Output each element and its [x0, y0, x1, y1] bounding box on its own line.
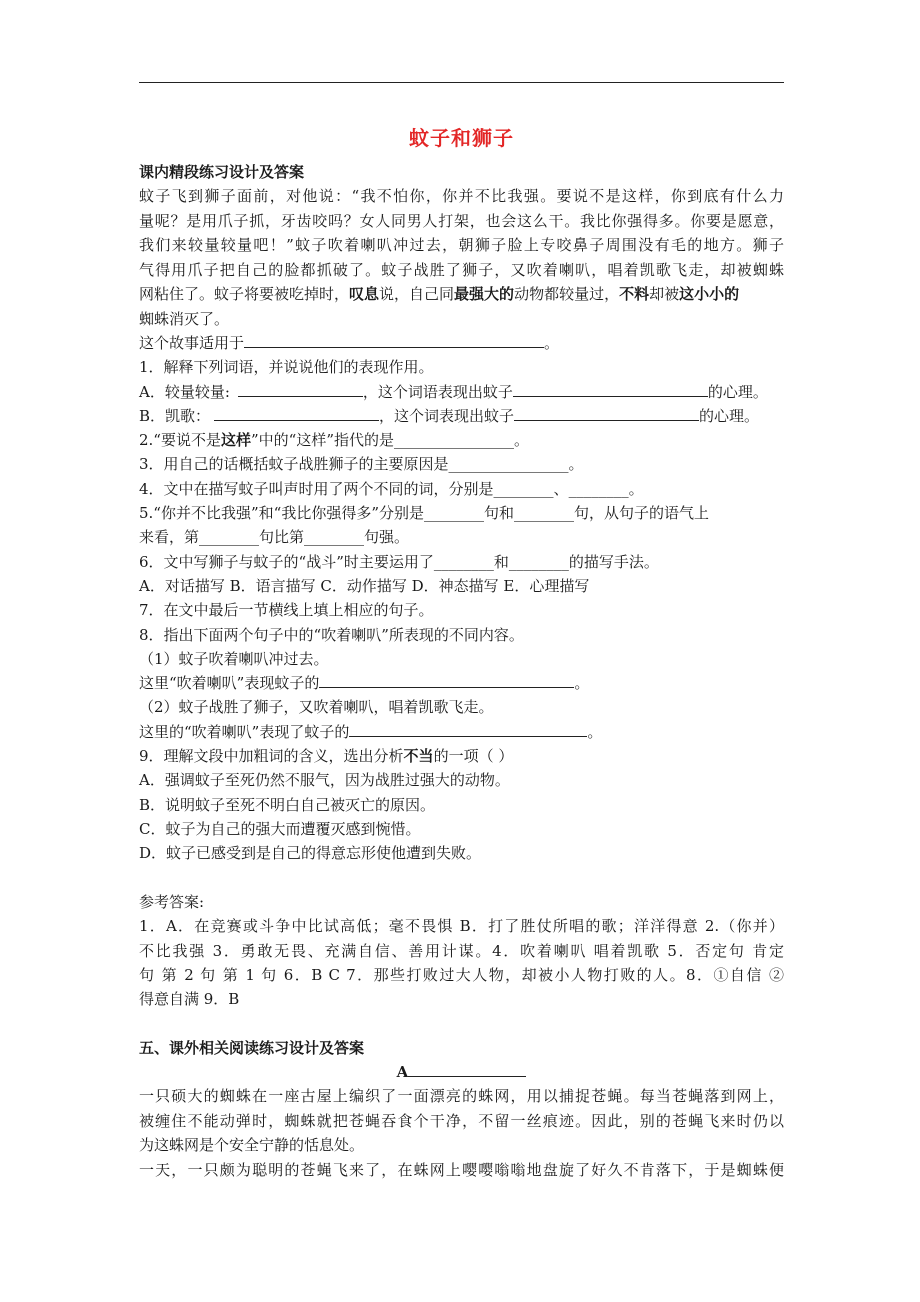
passage-line-1: 蚊子飞到狮子面前，对他说：“我不怕你，你并不比我强。要说不是这样，你到底有什么力	[139, 187, 784, 205]
answer-blank[interactable]: ________________	[394, 431, 515, 449]
passage-text: 却被	[649, 285, 680, 303]
answer-blank[interactable]: ________	[304, 528, 365, 546]
question-9: 9．理解文段中加粗词的含义，选出分析不当的一项（ ）	[139, 747, 514, 765]
answer-blank[interactable]	[244, 332, 544, 348]
question-8-1: （1）蚊子吹着喇叭冲过去。	[139, 650, 329, 668]
question-1: 1．解释下列词语，并说说他们的表现作用。	[139, 358, 434, 376]
reading-line-3: 为这蛛网是个安全宁静的恬息处。	[139, 1136, 365, 1154]
answers-line-1: 1．A．在竞赛或斗争中比试高低；毫不畏惧 B．打了胜仗所唱的歌；洋洋得意 2.（你并）	[139, 917, 784, 935]
answer-blank[interactable]	[513, 381, 708, 397]
answer-blank[interactable]	[319, 672, 574, 688]
answers-line-2: 不比我强 3．勇敢无畏、充满自信、善用计谋。4．吹着喇叭 唱着凯歌 5．否定句 肯定	[139, 942, 784, 960]
question-9-option-a: A．强调蚊子至死仍然不服气，因为战胜过强大的动物。	[139, 771, 510, 789]
passage-line-5	[139, 282, 739, 306]
question-1a: A．较量较量: ，这个词语表现出蚊子 的心理。	[139, 383, 768, 401]
answer-blank[interactable]: ________	[514, 504, 575, 522]
page-title: 蚊子和狮子	[409, 126, 514, 150]
answer-blank[interactable]: ________	[424, 504, 484, 522]
question-2: 2.“要说不是这样”中的“这样”指代的是________________。	[139, 431, 530, 449]
answer-blank[interactable]	[214, 405, 379, 421]
question-1b: B．凯歌： ，这个词表现出蚊子 的心理。	[139, 407, 760, 425]
question-7: 7．在文中最后一节横线上填上相应的句子。	[139, 601, 434, 619]
answer-blank[interactable]	[238, 381, 363, 397]
question-3: 3．用自己的话概括蚊子战胜狮子的主要原因是________________。	[139, 455, 584, 473]
question-5: 5.“你并不比我强”和“我比你强得多”分别是________句和________句，从句子的语气上	[139, 504, 710, 522]
answer-blank[interactable]	[408, 1061, 526, 1077]
question-5-cont: 来看，第________句比第________句强。	[139, 528, 410, 546]
reading-line-2: 被缠住不能动弹时，蜘蛛就把苍蝇吞食个干净，不留一丝痕迹。因此，别的苍蝇飞来时仍以	[139, 1112, 784, 1130]
passage-text: 网粘住了。蚊子将要被吃掉时，	[139, 285, 350, 303]
question-8-1-answer: 这里“吹着喇叭”表现蚊子的 。	[139, 674, 590, 692]
section-5-heading: 五、课外相关阅读练习设计及答案	[139, 1039, 365, 1057]
question-6-options: A．对话描写 B．语言描写 C．动作描写 D．神态描写 E．心理描写	[139, 577, 590, 595]
section-heading: 课内精段练习设计及答案	[139, 163, 305, 181]
question-9-option-c: C．蚊子为自己的强大而遭覆灭感到惋惜。	[139, 820, 421, 838]
question-9-option-d: D．蚊子已感受到是自己的得意忘形使他遭到失败。	[139, 844, 482, 862]
sub-heading-a: A	[139, 1060, 784, 1084]
question-8-2-answer: 这里的“吹着喇叭”表现了蚊子的 。	[139, 723, 603, 741]
reading-line-1: 一只硕大的蜘蛛在一座古屋上编织了一面漂亮的蛛网，用以捕捉苍蝇。每当苍蝇落到网上，	[139, 1087, 784, 1105]
question-9-option-b: B．说明蚊子至死不明白自己被灭亡的原因。	[139, 796, 436, 814]
bold-word: 最强大的	[454, 285, 515, 303]
passage-text: 动物都较量过，	[514, 285, 620, 303]
reading-line-4: 一天，一只颇为聪明的苍蝇飞来了，在蛛网上嘤嘤嗡嗡地盘旋了好久不肯落下，于是蜘蛛便	[139, 1161, 784, 1179]
answer-blank[interactable]	[349, 721, 587, 737]
answer-blank[interactable]	[514, 405, 699, 421]
answer-blank[interactable]: ________	[568, 480, 629, 498]
passage-line-6: 蜘蛛消灭了。	[139, 310, 230, 328]
question-4: 4．文中在描写蚊子叫声时用了两个不同的词，分别是________、________。	[139, 480, 644, 498]
answers-line-4: 得意自满 9．B	[139, 990, 240, 1008]
header-rule	[139, 82, 784, 83]
question-8: 8．指出下面两个句子中的“吹着喇叭”所表现的不同内容。	[139, 626, 524, 644]
question-6: 6．文中写狮子与蚊子的“战斗”时主要运用了________和________的描写手法。	[139, 553, 659, 571]
passage-line-4: 气得用爪子把自己的脸都抓破了。蚊子战胜了狮子，又吹着喇叭，唱着凯歌飞走，却被蜘蛛	[139, 261, 784, 279]
bold-word: 不料	[619, 285, 650, 303]
answer-blank[interactable]: ________	[199, 528, 260, 546]
bold-word: 叹息	[349, 285, 380, 303]
answer-blank[interactable]: ________	[433, 553, 494, 571]
answer-blank[interactable]: ________	[493, 480, 554, 498]
passage-line-3: 我们来较量较量吧！”蚊子吹着喇叭冲过去，朝狮子脸上专咬鼻子周围没有毛的地方。狮子	[139, 236, 784, 254]
passage-text: 说，自己同	[379, 285, 455, 303]
answers-line-3: 句 第 2 句 第 1 句 6．B C 7．那些打败过大人物，却被小人物打败的人。8．①自信 ②	[139, 966, 784, 984]
question-intro: 这个故事适用于 。	[139, 334, 560, 352]
passage-line-2: 量呢？是用爪子抓，牙齿咬吗？女人同男人打架，也会这么干。我比你强得多。你要是愿意，	[139, 212, 784, 230]
question-8-2: （2）蚊子战胜了狮子，又吹着喇叭，唱着凯歌飞走。	[139, 698, 494, 716]
bold-word: 这小小的	[679, 285, 740, 303]
answers-heading: 参考答案:	[139, 893, 205, 911]
answer-blank[interactable]: ________________	[448, 455, 569, 473]
answer-blank[interactable]: ________	[508, 553, 569, 571]
